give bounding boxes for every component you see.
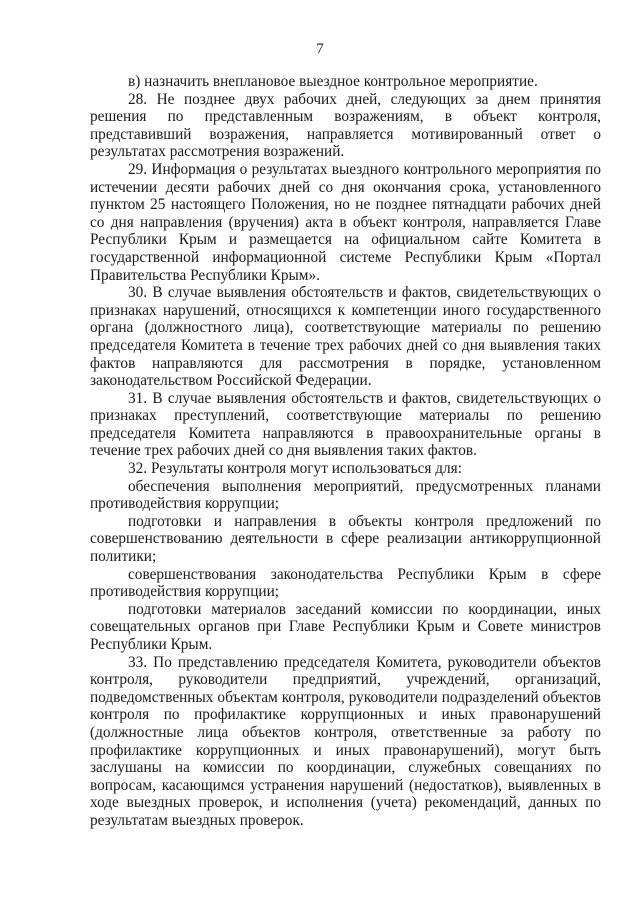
paragraph-32-item-4: подготовки материалов заседаний комиссии по координации, иных совещательных органов при Главе Республики Крым и Совете министров Республики Крым. xyxy=(90,600,601,653)
paragraph-32: 32. Результаты контроля могут использоваться для: xyxy=(128,460,462,478)
paragraph-28: 28. Не позднее двух рабочих дней, следующих за днем принятия решения по представленным возражениям, в объект контроля, представивший возражения, направляется мотивированный ответ о результатах рассмотрения возражений. xyxy=(90,90,601,161)
paragraph-30: 30. В случае выявления обстоятельств и фактов, свидетельствующих о признаках нарушений, относящихся к компетенции иного государственного органа (должностного лица), соответствующие материалы по решению председателя Комитета в течение трех рабочих дней со дня выявления таких фактов направляются для рассмотрения в порядке, установленном законодательством Российской Федерации. xyxy=(90,284,601,390)
paragraph-29: 29. Информация о результатах выездного контрольного мероприятия по истечении десяти рабочих дней со дня окончания срока, установленного пунктом 25 настоящего Положения, но не позднее пятнадцати рабочих дней со дня направления (вручения) акта в объект контроля, направляется Главе Республики Крым и размещается на официальном сайте Комитета в государственной информационной системе Республики Крым «Портал Правительства Республики Крым». xyxy=(90,160,601,284)
document-body xyxy=(90,73,601,830)
paragraph-item-v: в) назначить внеплановое выездное контрольное мероприятие. xyxy=(128,73,538,90)
paragraph-32-item-3: совершенствования законодательства Республики Крым в сфере противодействия коррупции; xyxy=(90,565,601,601)
paragraph-31: 31. В случае выявления обстоятельств и фактов, свидетельствующих о признаках преступлений, соответствующие материалы по решению председателя Комитета направляются в правоохранительные органы в течение трех рабочих дней со дня выявления таких фактов. xyxy=(90,389,601,460)
paragraph-33: 33. По представлению председателя Комитета, руководители объектов контроля, руководители предприятий, учреждений, организаций, подведомственных объектам контроля, руководители подразделений объектов контроля по профилактике коррупционных и иных правонарушений (должностные лица объектов контроля, ответственные за работу по профилактике коррупционных и иных правонарушений), могут быть заслушаны на комиссии по координации, служебных совещаниях по вопросам, касающимся устранения нарушений (недостатков), выявленных в ходе выездных проверок, и исполнения (учета) рекомендаций, данных по результатам выездных проверок. xyxy=(90,653,601,829)
paragraph-32-item-2: подготовки и направления в объекты контроля предложений по совершенствованию деятельности в сфере реализации антикоррупционной политики; xyxy=(90,512,601,566)
paragraph-32-item-1: обеспечения выполнения мероприятий, предусмотренных планами противодействия коррупции; xyxy=(90,477,601,513)
page-number: 7 xyxy=(316,41,324,57)
